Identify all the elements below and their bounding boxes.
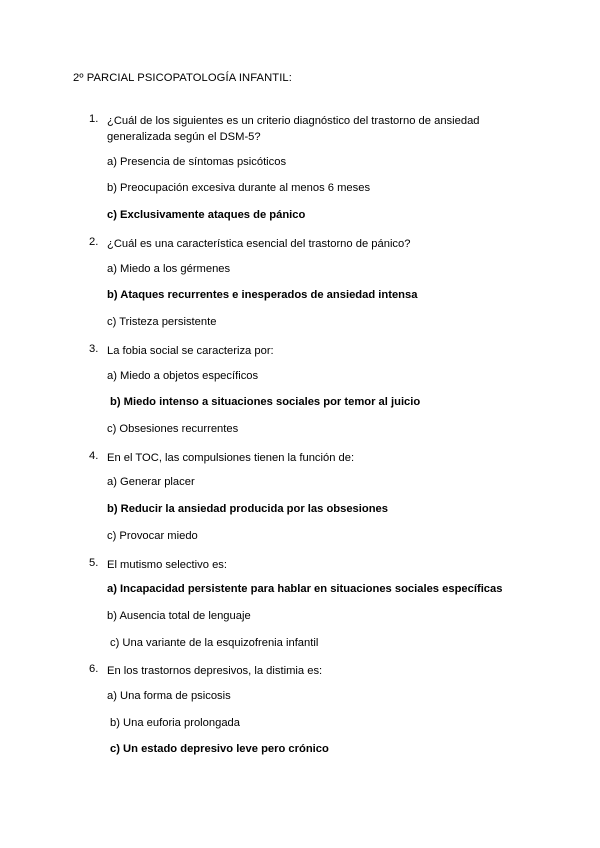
- option-6c-correct: c) Un estado depresivo leve pero crónico: [110, 743, 329, 755]
- question-text: En los trastornos depresivos, la distimia es:: [107, 665, 323, 677]
- question-text: [107, 113, 507, 145]
- question-number: 2.: [89, 236, 99, 248]
- question-text: La fobia social se caracteriza por:: [107, 345, 274, 357]
- option-4b-correct: b) Reducir la ansiedad producida por las obsesiones: [107, 503, 388, 515]
- question-text: En el TOC, las compulsiones tienen la función de:: [107, 452, 355, 464]
- question-number: 5.: [89, 557, 99, 569]
- option-2a: a) Miedo a los gérmenes: [107, 263, 231, 275]
- option-5b: b) Ausencia total de lenguaje: [107, 610, 251, 622]
- option-1a: a) Presencia de síntomas psicóticos: [107, 156, 287, 168]
- option-3c: c) Obsesiones recurrentes: [107, 423, 239, 435]
- question-number: 1.: [89, 113, 99, 125]
- option-1c-correct: c) Exclusivamente ataques de pánico: [107, 209, 306, 221]
- option-4c: c) Provocar miedo: [107, 530, 198, 542]
- question-text-line: ¿Cuál de los siguientes es un criterio diagnóstico del trastorno de ansiedad: [107, 115, 480, 127]
- document-title: 2º PARCIAL PSICOPATOLOGÍA INFANTIL:: [73, 72, 292, 84]
- option-5c: c) Una variante de la esquizofrenia infantil: [110, 637, 319, 649]
- option-1b: b) Preocupación excesiva durante al menos 6 meses: [107, 182, 371, 194]
- option-6a: a) Una forma de psicosis: [107, 690, 231, 702]
- option-2b-correct: b) Ataques recurrentes e inesperados de ansiedad intensa: [107, 289, 418, 301]
- option-5a-correct: a) Incapacidad persistente para hablar en situaciones sociales específicas: [107, 583, 503, 595]
- question-text: ¿Cuál es una característica esencial del trastorno de pánico?: [107, 238, 411, 250]
- option-3a: a) Miedo a objetos específicos: [107, 370, 259, 382]
- question-number: 6.: [89, 663, 99, 675]
- option-6b: b) Una euforia prolongada: [110, 717, 240, 729]
- option-3b-correct: b) Miedo intenso a situaciones sociales por temor al juicio: [110, 396, 421, 408]
- question-text-line: generalizada según el DSM-5?: [107, 131, 261, 143]
- option-4a: a) Generar placer: [107, 476, 195, 488]
- question-number: 4.: [89, 450, 99, 462]
- question-text: El mutismo selectivo es:: [107, 559, 227, 571]
- option-2c: c) Tristeza persistente: [107, 316, 217, 328]
- question-number: 3.: [89, 343, 99, 355]
